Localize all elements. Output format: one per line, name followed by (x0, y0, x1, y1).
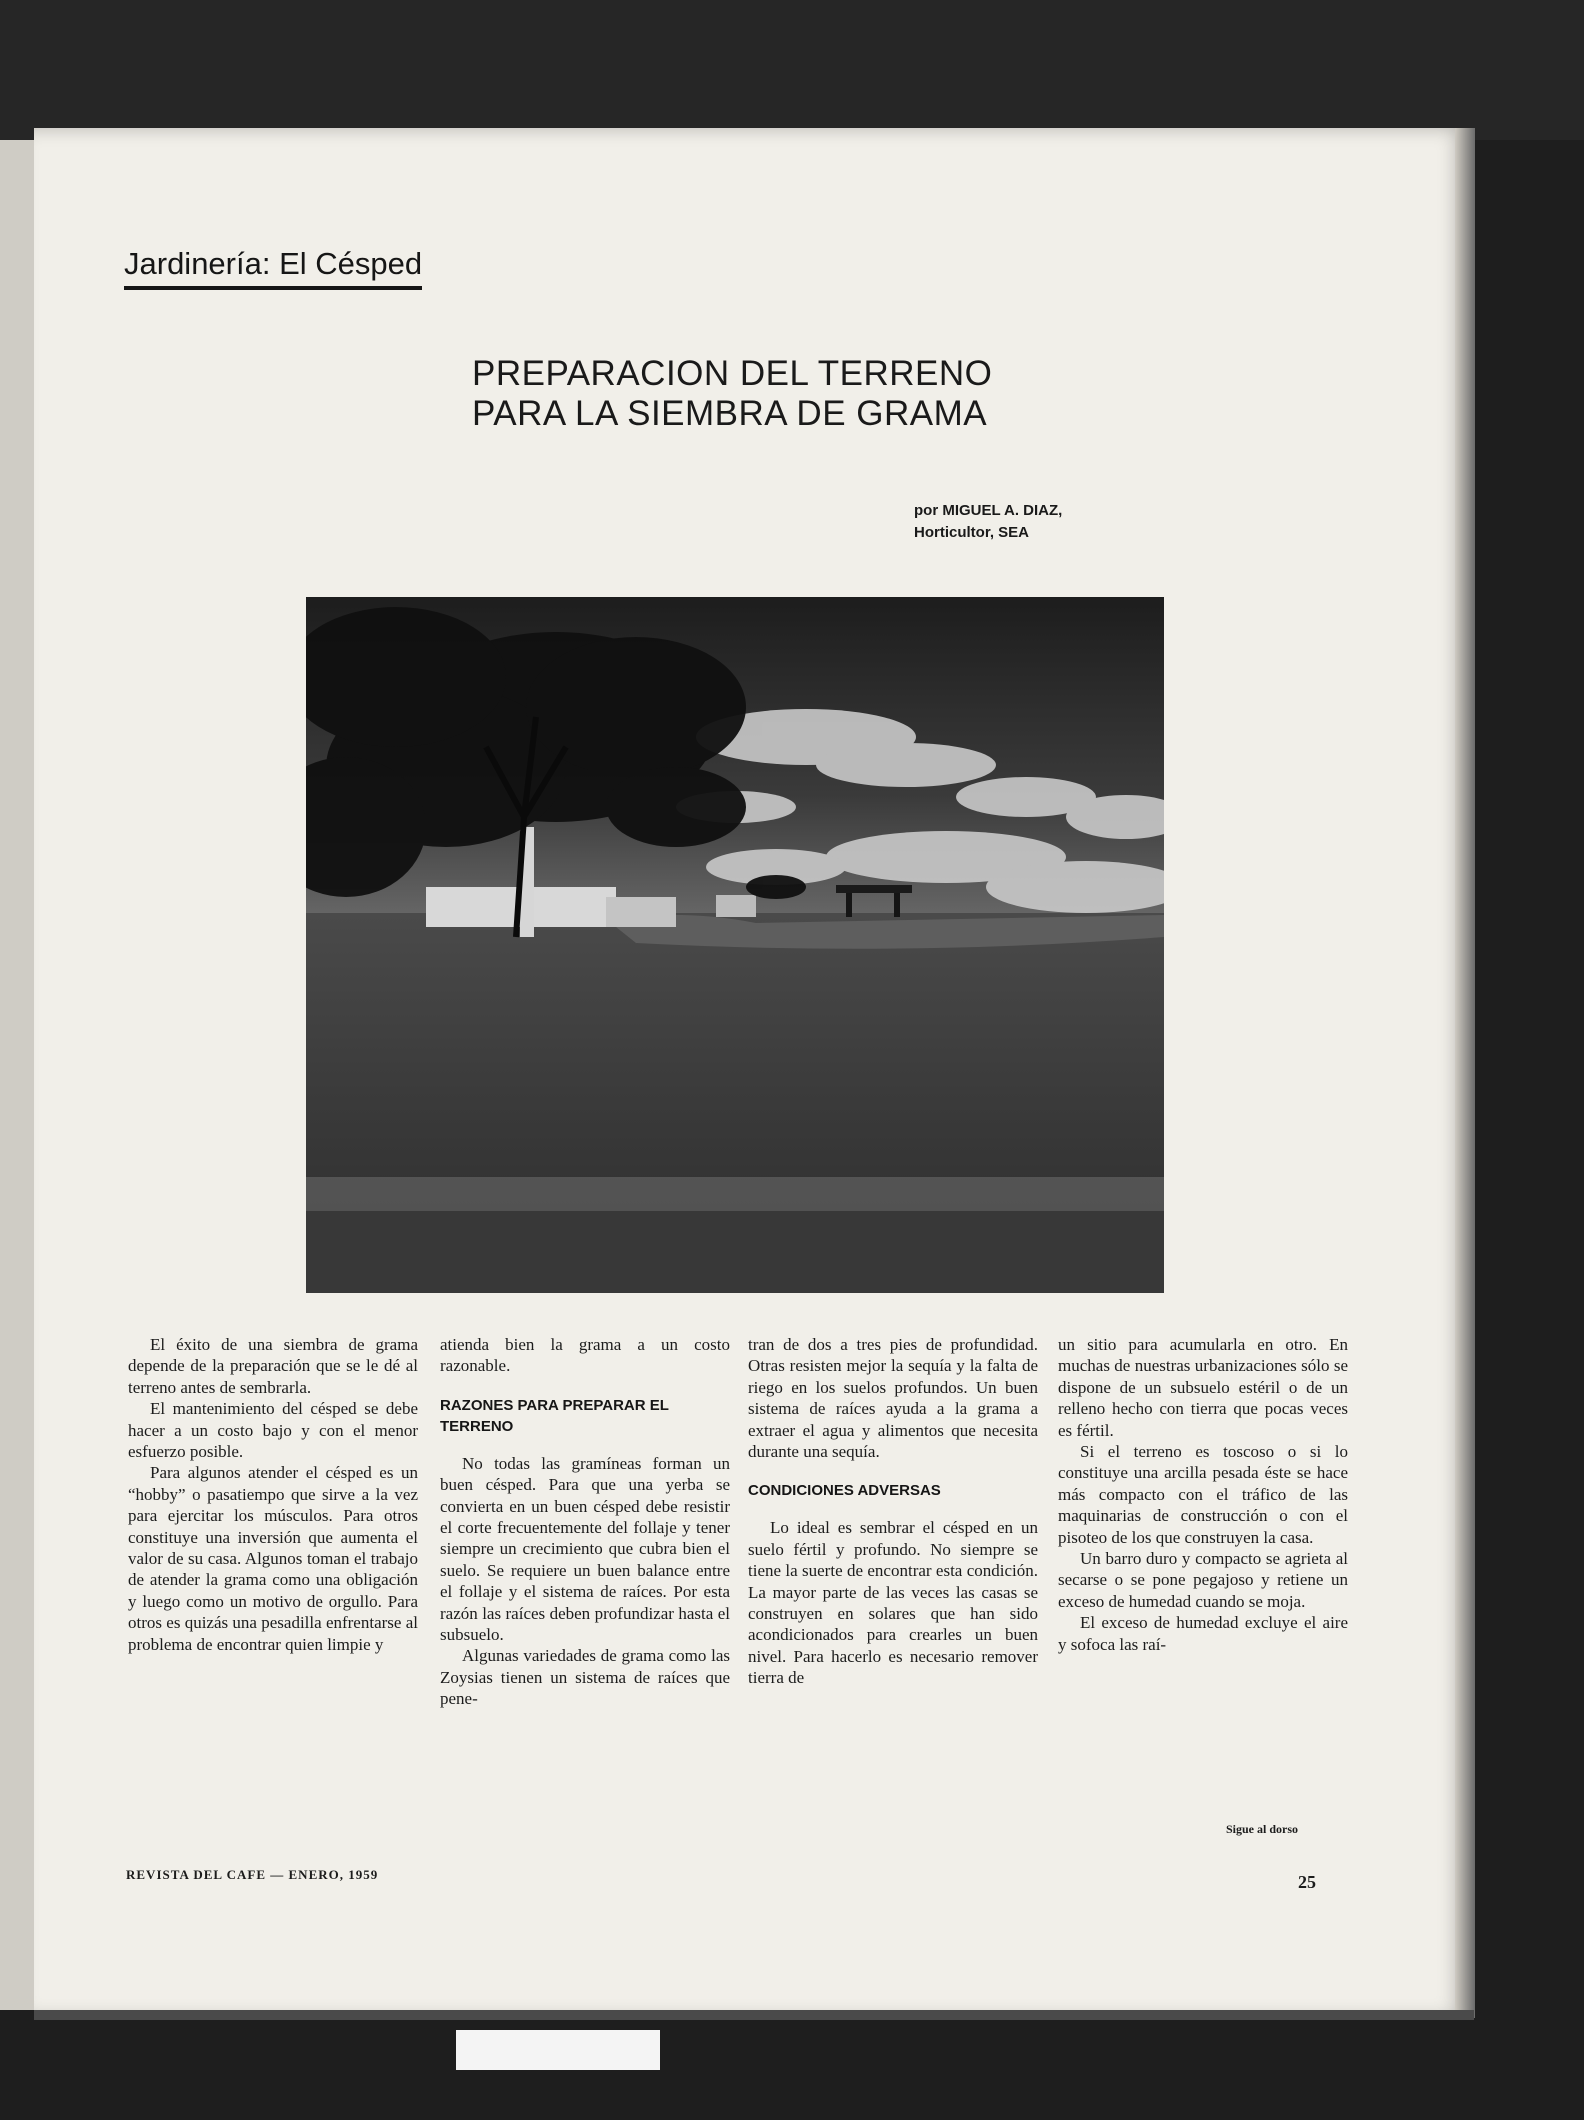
byline-author: por MIGUEL A. DIAZ, (914, 502, 1063, 519)
text-column-2 (440, 1334, 730, 1710)
paragraph: tran de dos a tres pies de profundidad. Otras resisten mejor la sequía y la falta de riego en los suelos profundos. Un buen sistema de raíces ayuda a la grama a extraer el agua y alimentos que necesita durante una sequía. (748, 1335, 1038, 1462)
paragraph: El mantenimiento del césped se debe hacer a un costo bajo y con el menor esfuerzo posible. (128, 1399, 418, 1462)
subheading: RAZONES PARA PREPARAR EL TERRENO (440, 1396, 669, 1435)
text-column-4 (1058, 1334, 1348, 1655)
paragraph: Algunas variedades de grama como las Zoysias tienen un sistema de raíces que pene- (440, 1646, 730, 1709)
paragraph: El éxito de una siembra de grama depende de la preparación que se le dé al terreno antes de sembrarla. (128, 1335, 418, 1397)
paragraph: un sitio para acumularla en otro. En muchas de nuestras urbanizaciones sólo se dispone de un subsuelo estéril o de un relleno hecho con tierra que pocas veces es fértil. (1058, 1335, 1348, 1440)
subheading: CONDICIONES ADVERSAS (748, 1482, 941, 1500)
section-label: Jardinería: El Césped (124, 244, 422, 290)
scan-marker (456, 2030, 660, 2070)
byline (914, 500, 1062, 544)
byline-role: Horticultor, SEA (914, 524, 1030, 541)
article-title (472, 354, 1032, 434)
text-column-1 (128, 1334, 418, 1655)
paragraph: Si el terreno es toscoso o si lo constituye una arcilla pesada éste se hace más compacto con el tráfico de las maquinarias de construcción o con el pisoteo de los que construyen la casa. (1058, 1442, 1348, 1547)
paragraph: Para algunos atender el césped es un “hobby” o pasatiempo que sirve a la vez para ejercitar los músculos. Para otros constituye una inversión que aumenta el valor de su casa. Algunos toman el trabajo de atender la grama como una obligación y luego como un motivo de orgullo. Para otros es quizás una pesadilla enfrentarse al problema de encontrar quien limpie y (128, 1463, 418, 1654)
page-bottom-shadow (34, 2010, 1474, 2020)
page-number: 25 (1298, 1872, 1316, 1892)
footer-issue: REVISTA DEL CAFE — ENERO, 1959 (126, 1867, 379, 1882)
paragraph: El exceso de humedad excluye el aire y sofoca las raí- (1058, 1613, 1348, 1654)
previous-page-edge (0, 140, 37, 2010)
continued-note: Sigue al dorso (1226, 1822, 1299, 1836)
paragraph: Lo ideal es sembrar el césped en un suelo fértil y profundo. No siempre se tiene la suerte de encontrar esta condición. La mayor parte de las veces las casas se construyen en solares que han sido acondicionados para crearles un buen nivel. Para hacerlo es necesario remover tierra de (748, 1518, 1038, 1688)
title-line-2: PARA LA SIEMBRA DE GRAMA (472, 394, 988, 433)
scanner-background (0, 0, 1584, 140)
title-line-1: PREPARACION DEL TERRENO (472, 354, 993, 393)
paragraph: atienda bien la grama a un costo razonable. (440, 1335, 730, 1376)
paragraph: No todas las gramíneas forman un buen césped. Para que una yerba se convierta en un buen césped debe resistir el corte frecuentemente del follaje y tener siempre un crecimiento que cubra bien el suelo. Se requiere un buen balance entre el follaje y el sistema de raíces. Por esta razón las raíces deben profundizar hasta el subsuelo. (440, 1453, 730, 1645)
lawn-photo (306, 597, 1164, 1293)
page-gutter-shadow (1455, 128, 1475, 2018)
landscape-photo-icon (306, 597, 1164, 1293)
text-column-3 (748, 1334, 1038, 1689)
paragraph: Un barro duro y compacto se agrieta al secarse o se pone pegajoso y retiene un exceso de humedad cuando se moja. (1058, 1549, 1348, 1611)
